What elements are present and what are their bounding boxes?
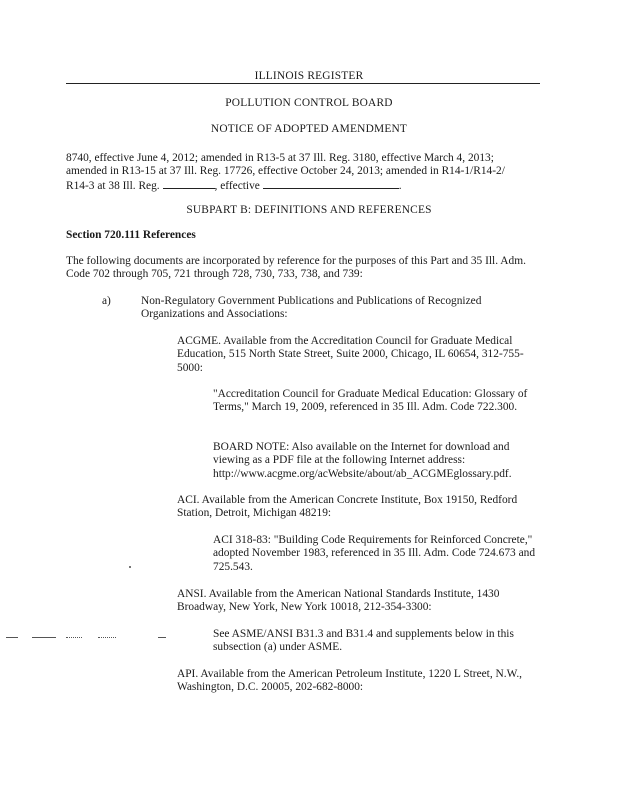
api-entry: API. Available from the American Petroleum Institute, 1220 L Street, N.W., Washington, D.C. 20005, 202-682-8000: [177,668,523,694]
section-title: Section 720.111 References [66,229,196,241]
header-rule [66,83,540,84]
scan-mark [158,637,166,638]
history-line-2: amended in R13-15 at 37 Ill. Reg. 17726, effective October 24, 2013; amended in R14-1/R14-2/ [66,165,505,177]
register-page-blank [163,178,215,189]
scan-speck [129,566,131,568]
history-period: . [398,180,402,192]
scan-mark [98,637,116,638]
intro-paragraph: The following documents are incorporated by reference for the purposes of this Part and 35 Ill. Adm. Code 702 through 705, 721 through 728, 730, 733, 738, and 739: [66,255,526,281]
scan-mark [66,637,82,638]
board-title: POLLUTION CONTROL BOARD [225,97,393,109]
scan-mark [6,637,18,638]
subsection-a-marker: a) [102,295,111,307]
history-reg-text: R14-3 at 38 Ill. Reg. [66,180,160,192]
effective-date-blank [263,178,399,189]
scan-mark [32,637,56,638]
ansi-entry: ANSI. Available from the American National Standards Institute, 1430 Broadway, New York, New York 10018, 212-354-3300: [177,588,500,614]
acgme-entry: ACGME. Available from the Accreditation Council for Graduate Medical Education, 515 North State Street, Suite 2000, Chicago, IL 60654, 312-755-5000: [177,335,524,374]
history-line-3 [66,178,546,193]
aci-entry: ACI. Available from the American Concrete Institute, Box 19150, Redford Station, Detroit, Michigan 48219: [177,494,518,520]
acgme-document: "Accreditation Council for Graduate Medical Education: Glossary of Terms," March 19, 2009, referenced in 35 Ill. Adm. Code 722.300. [213,388,528,414]
history-line-1: 8740, effective June 4, 2012; amended in R13-5 at 37 Ill. Reg. 3180, effective March 4, 2013; [66,152,494,164]
subsection-a-text: Non-Regulatory Government Publications and Publications of Recognized Organizations and Associations: [141,295,482,321]
register-title: ILLINOIS REGISTER [254,70,364,82]
subpart-heading: SUBPART B: DEFINITIONS AND REFERENCES [186,204,432,216]
aci-document: ACI 318-83: "Building Code Requirements for Reinforced Concrete," adopted November 1983, referenced in 35 Ill. Adm. Code 724.673 and 725.543. [213,534,536,573]
history-effective-text: , effective [214,180,260,192]
ansi-document: See ASME/ANSI B31.3 and B31.4 and supplements below in this subsection (a) under ASME. [213,628,514,654]
notice-title: NOTICE OF ADOPTED AMENDMENT [210,123,408,135]
acgme-board-note: BOARD NOTE: Also available on the Internet for download and viewing as a PDF file at the following Internet address: http://www.acgme.org/acWebsite/about/ab_ACGMEglossary.pdf. [213,441,512,480]
